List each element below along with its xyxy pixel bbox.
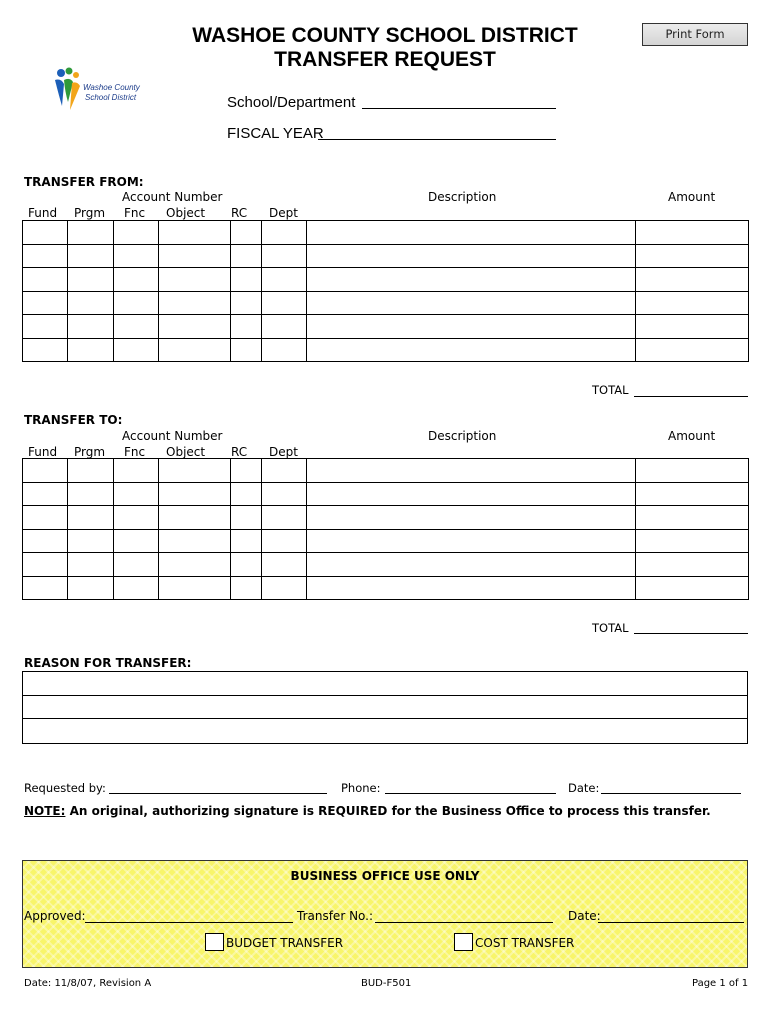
transfer-from-total-label: TOTAL bbox=[592, 383, 629, 397]
description-header: Description bbox=[428, 190, 497, 204]
fund-cell[interactable] bbox=[23, 221, 68, 245]
footer-date-revision: Date: 11/8/07, Revision A bbox=[24, 978, 152, 989]
fund-header: Fund bbox=[28, 445, 58, 459]
footer-form-code: BUD-F501 bbox=[361, 978, 412, 989]
transfer-to-table bbox=[22, 458, 749, 600]
table-row bbox=[23, 506, 749, 530]
description-cell[interactable] bbox=[307, 221, 636, 245]
form-title-line1: WASHOE COUNTY SCHOOL DISTRICT bbox=[192, 24, 578, 47]
fnc-cell[interactable] bbox=[114, 459, 159, 483]
rc-cell[interactable] bbox=[231, 553, 262, 577]
dept-header: Dept bbox=[269, 445, 298, 459]
school-department-label: School/Department bbox=[227, 94, 356, 111]
object-header: Object bbox=[166, 206, 206, 220]
phone-label: Phone: bbox=[341, 781, 381, 795]
reason-box bbox=[22, 671, 748, 744]
bo-date-field[interactable] bbox=[598, 922, 744, 923]
reason-line[interactable] bbox=[23, 672, 747, 696]
rc-header: RC bbox=[231, 206, 248, 220]
dept-cell[interactable] bbox=[262, 529, 307, 553]
dept-cell[interactable] bbox=[262, 459, 307, 483]
cost-transfer-checkbox[interactable] bbox=[454, 933, 473, 951]
rc-header: RC bbox=[231, 445, 248, 459]
cost-transfer-label: COST TRANSFER bbox=[475, 936, 575, 950]
object-cell[interactable] bbox=[159, 506, 231, 530]
rc-cell[interactable] bbox=[231, 506, 262, 530]
fnc-cell[interactable] bbox=[114, 529, 159, 553]
prgm-header: Prgm bbox=[74, 206, 106, 220]
rc-cell[interactable] bbox=[231, 315, 262, 339]
transfer-from-label: TRANSFER FROM: bbox=[24, 175, 144, 189]
object-cell[interactable] bbox=[159, 482, 231, 506]
form-title-line2: TRANSFER REQUEST bbox=[274, 48, 496, 71]
reason-for-transfer-label: REASON FOR TRANSFER: bbox=[24, 656, 192, 670]
dept-cell[interactable] bbox=[262, 221, 307, 245]
fund-cell[interactable] bbox=[23, 315, 68, 339]
description-cell[interactable] bbox=[307, 315, 636, 339]
prgm-cell[interactable] bbox=[68, 482, 114, 506]
transfer-to-total-label: TOTAL bbox=[592, 621, 629, 635]
dept-cell[interactable] bbox=[262, 268, 307, 292]
fund-cell[interactable] bbox=[23, 482, 68, 506]
description-cell[interactable] bbox=[307, 244, 636, 268]
amount-cell[interactable] bbox=[636, 506, 749, 530]
object-cell[interactable] bbox=[159, 291, 231, 315]
fnc-header: Fnc bbox=[124, 206, 146, 220]
fnc-cell[interactable] bbox=[114, 244, 159, 268]
amount-header: Amount bbox=[668, 190, 716, 204]
account-number-header: Account Number bbox=[122, 429, 223, 443]
prgm-cell[interactable] bbox=[68, 459, 114, 483]
requested-by-label: Requested by: bbox=[24, 781, 106, 795]
object-header: Object bbox=[166, 445, 206, 459]
rc-cell[interactable] bbox=[231, 221, 262, 245]
dept-cell[interactable] bbox=[262, 482, 307, 506]
logo-text-line2: School District bbox=[85, 93, 137, 102]
description-cell[interactable] bbox=[307, 553, 636, 577]
prgm-header: Prgm bbox=[74, 445, 106, 459]
approved-field[interactable] bbox=[85, 922, 293, 923]
dept-cell[interactable] bbox=[262, 338, 307, 362]
fund-cell[interactable] bbox=[23, 244, 68, 268]
amount-cell[interactable] bbox=[636, 244, 749, 268]
dept-cell[interactable] bbox=[262, 244, 307, 268]
dept-cell[interactable] bbox=[262, 291, 307, 315]
object-cell[interactable] bbox=[159, 221, 231, 245]
fund-cell[interactable] bbox=[23, 268, 68, 292]
rc-cell[interactable] bbox=[231, 529, 262, 553]
fund-cell[interactable] bbox=[23, 338, 68, 362]
description-cell[interactable] bbox=[307, 506, 636, 530]
amount-cell[interactable] bbox=[636, 529, 749, 553]
amount-cell[interactable] bbox=[636, 553, 749, 577]
table-row bbox=[23, 244, 749, 268]
amount-cell[interactable] bbox=[636, 576, 749, 600]
fiscal-year-label: FISCAL YEAR bbox=[227, 125, 324, 142]
business-office-panel bbox=[22, 860, 748, 968]
logo-text-line1: Washoe County bbox=[83, 83, 140, 92]
dept-cell[interactable] bbox=[262, 315, 307, 339]
prgm-cell[interactable] bbox=[68, 553, 114, 577]
fund-cell[interactable] bbox=[23, 506, 68, 530]
fnc-cell[interactable] bbox=[114, 482, 159, 506]
fund-cell[interactable] bbox=[23, 576, 68, 600]
dept-header: Dept bbox=[269, 206, 298, 220]
table-row bbox=[23, 576, 749, 600]
prgm-cell[interactable] bbox=[68, 244, 114, 268]
object-cell[interactable] bbox=[159, 315, 231, 339]
description-cell[interactable] bbox=[307, 482, 636, 506]
object-cell[interactable] bbox=[159, 338, 231, 362]
prgm-cell[interactable] bbox=[68, 576, 114, 600]
people-figures-logo-icon bbox=[52, 66, 82, 114]
fund-header: Fund bbox=[28, 206, 58, 220]
transfer-from-total-field[interactable] bbox=[634, 396, 748, 397]
object-cell[interactable] bbox=[159, 576, 231, 600]
transfer-to-label: TRANSFER TO: bbox=[24, 413, 123, 427]
prgm-cell[interactable] bbox=[68, 315, 114, 339]
table-row bbox=[23, 529, 749, 553]
table-row bbox=[23, 459, 749, 483]
amount-header: Amount bbox=[668, 429, 716, 443]
account-number-header: Account Number bbox=[122, 190, 223, 204]
description-cell[interactable] bbox=[307, 576, 636, 600]
request-date-label: Date: bbox=[568, 781, 600, 795]
object-cell[interactable] bbox=[159, 244, 231, 268]
fnc-header: Fnc bbox=[124, 445, 146, 459]
fund-cell[interactable] bbox=[23, 553, 68, 577]
table-row bbox=[23, 291, 749, 315]
fund-cell[interactable] bbox=[23, 291, 68, 315]
fnc-cell[interactable] bbox=[114, 268, 159, 292]
rc-cell[interactable] bbox=[231, 576, 262, 600]
table-row bbox=[23, 315, 749, 339]
amount-cell[interactable] bbox=[636, 338, 749, 362]
footer-page: Page 1 of 1 bbox=[692, 978, 749, 989]
fnc-cell[interactable] bbox=[114, 553, 159, 577]
reason-line[interactable] bbox=[23, 696, 747, 720]
rc-cell[interactable] bbox=[231, 268, 262, 292]
fund-cell[interactable] bbox=[23, 529, 68, 553]
amount-cell[interactable] bbox=[636, 268, 749, 292]
budget-transfer-label: BUDGET TRANSFER bbox=[226, 936, 344, 950]
transfer-no-label: Transfer No.: bbox=[297, 909, 374, 923]
transfer-no-field[interactable] bbox=[375, 922, 553, 923]
table-row bbox=[23, 338, 749, 362]
print-form-button[interactable]: Print Form bbox=[642, 23, 748, 46]
object-cell[interactable] bbox=[159, 553, 231, 577]
phone-field[interactable] bbox=[385, 793, 556, 794]
amount-cell[interactable] bbox=[636, 221, 749, 245]
budget-transfer-checkbox[interactable] bbox=[205, 933, 224, 951]
amount-cell[interactable] bbox=[636, 291, 749, 315]
table-row bbox=[23, 221, 749, 245]
amount-cell[interactable] bbox=[636, 315, 749, 339]
dept-cell[interactable] bbox=[262, 576, 307, 600]
fnc-cell[interactable] bbox=[114, 338, 159, 362]
dept-cell[interactable] bbox=[262, 506, 307, 530]
amount-cell[interactable] bbox=[636, 482, 749, 506]
rc-cell[interactable] bbox=[231, 244, 262, 268]
bo-date-label: Date: bbox=[568, 909, 601, 923]
object-cell[interactable] bbox=[159, 459, 231, 483]
dept-cell[interactable] bbox=[262, 553, 307, 577]
transfer-to-total-field[interactable] bbox=[634, 633, 748, 634]
description-cell[interactable] bbox=[307, 291, 636, 315]
rc-cell[interactable] bbox=[231, 338, 262, 362]
rc-cell[interactable] bbox=[231, 459, 262, 483]
district-logo bbox=[52, 66, 152, 114]
reason-line[interactable] bbox=[23, 719, 747, 743]
prgm-cell[interactable] bbox=[68, 506, 114, 530]
description-cell[interactable] bbox=[307, 338, 636, 362]
rc-cell[interactable] bbox=[231, 482, 262, 506]
note bbox=[24, 804, 711, 818]
fiscal-year-field[interactable] bbox=[318, 139, 556, 140]
table-row bbox=[23, 482, 749, 506]
object-cell[interactable] bbox=[159, 529, 231, 553]
business-office-title: BUSINESS OFFICE USE ONLY bbox=[290, 869, 480, 883]
requested-by-field[interactable] bbox=[109, 793, 327, 794]
description-cell[interactable] bbox=[307, 459, 636, 483]
amount-cell[interactable] bbox=[636, 459, 749, 483]
fnc-cell[interactable] bbox=[114, 315, 159, 339]
request-date-field[interactable] bbox=[601, 793, 741, 794]
description-cell[interactable] bbox=[307, 529, 636, 553]
fnc-cell[interactable] bbox=[114, 576, 159, 600]
table-row bbox=[23, 553, 749, 577]
prgm-cell[interactable] bbox=[68, 338, 114, 362]
note-prefix: NOTE: bbox=[24, 804, 66, 818]
prgm-cell[interactable] bbox=[68, 291, 114, 315]
description-header: Description bbox=[428, 429, 497, 443]
object-cell[interactable] bbox=[159, 268, 231, 292]
prgm-cell[interactable] bbox=[68, 529, 114, 553]
rc-cell[interactable] bbox=[231, 291, 262, 315]
table-row bbox=[23, 268, 749, 292]
fund-cell[interactable] bbox=[23, 459, 68, 483]
description-cell[interactable] bbox=[307, 268, 636, 292]
fnc-cell[interactable] bbox=[114, 506, 159, 530]
fnc-cell[interactable] bbox=[114, 291, 159, 315]
transfer-from-table bbox=[22, 220, 749, 362]
note-text: An original, authorizing signature is REQUIRED for the Business Office to process this transfer. bbox=[69, 804, 711, 818]
approved-label: Approved: bbox=[24, 909, 86, 923]
prgm-cell[interactable] bbox=[68, 268, 114, 292]
fnc-cell[interactable] bbox=[114, 221, 159, 245]
prgm-cell[interactable] bbox=[68, 221, 114, 245]
school-department-field[interactable] bbox=[362, 108, 556, 109]
